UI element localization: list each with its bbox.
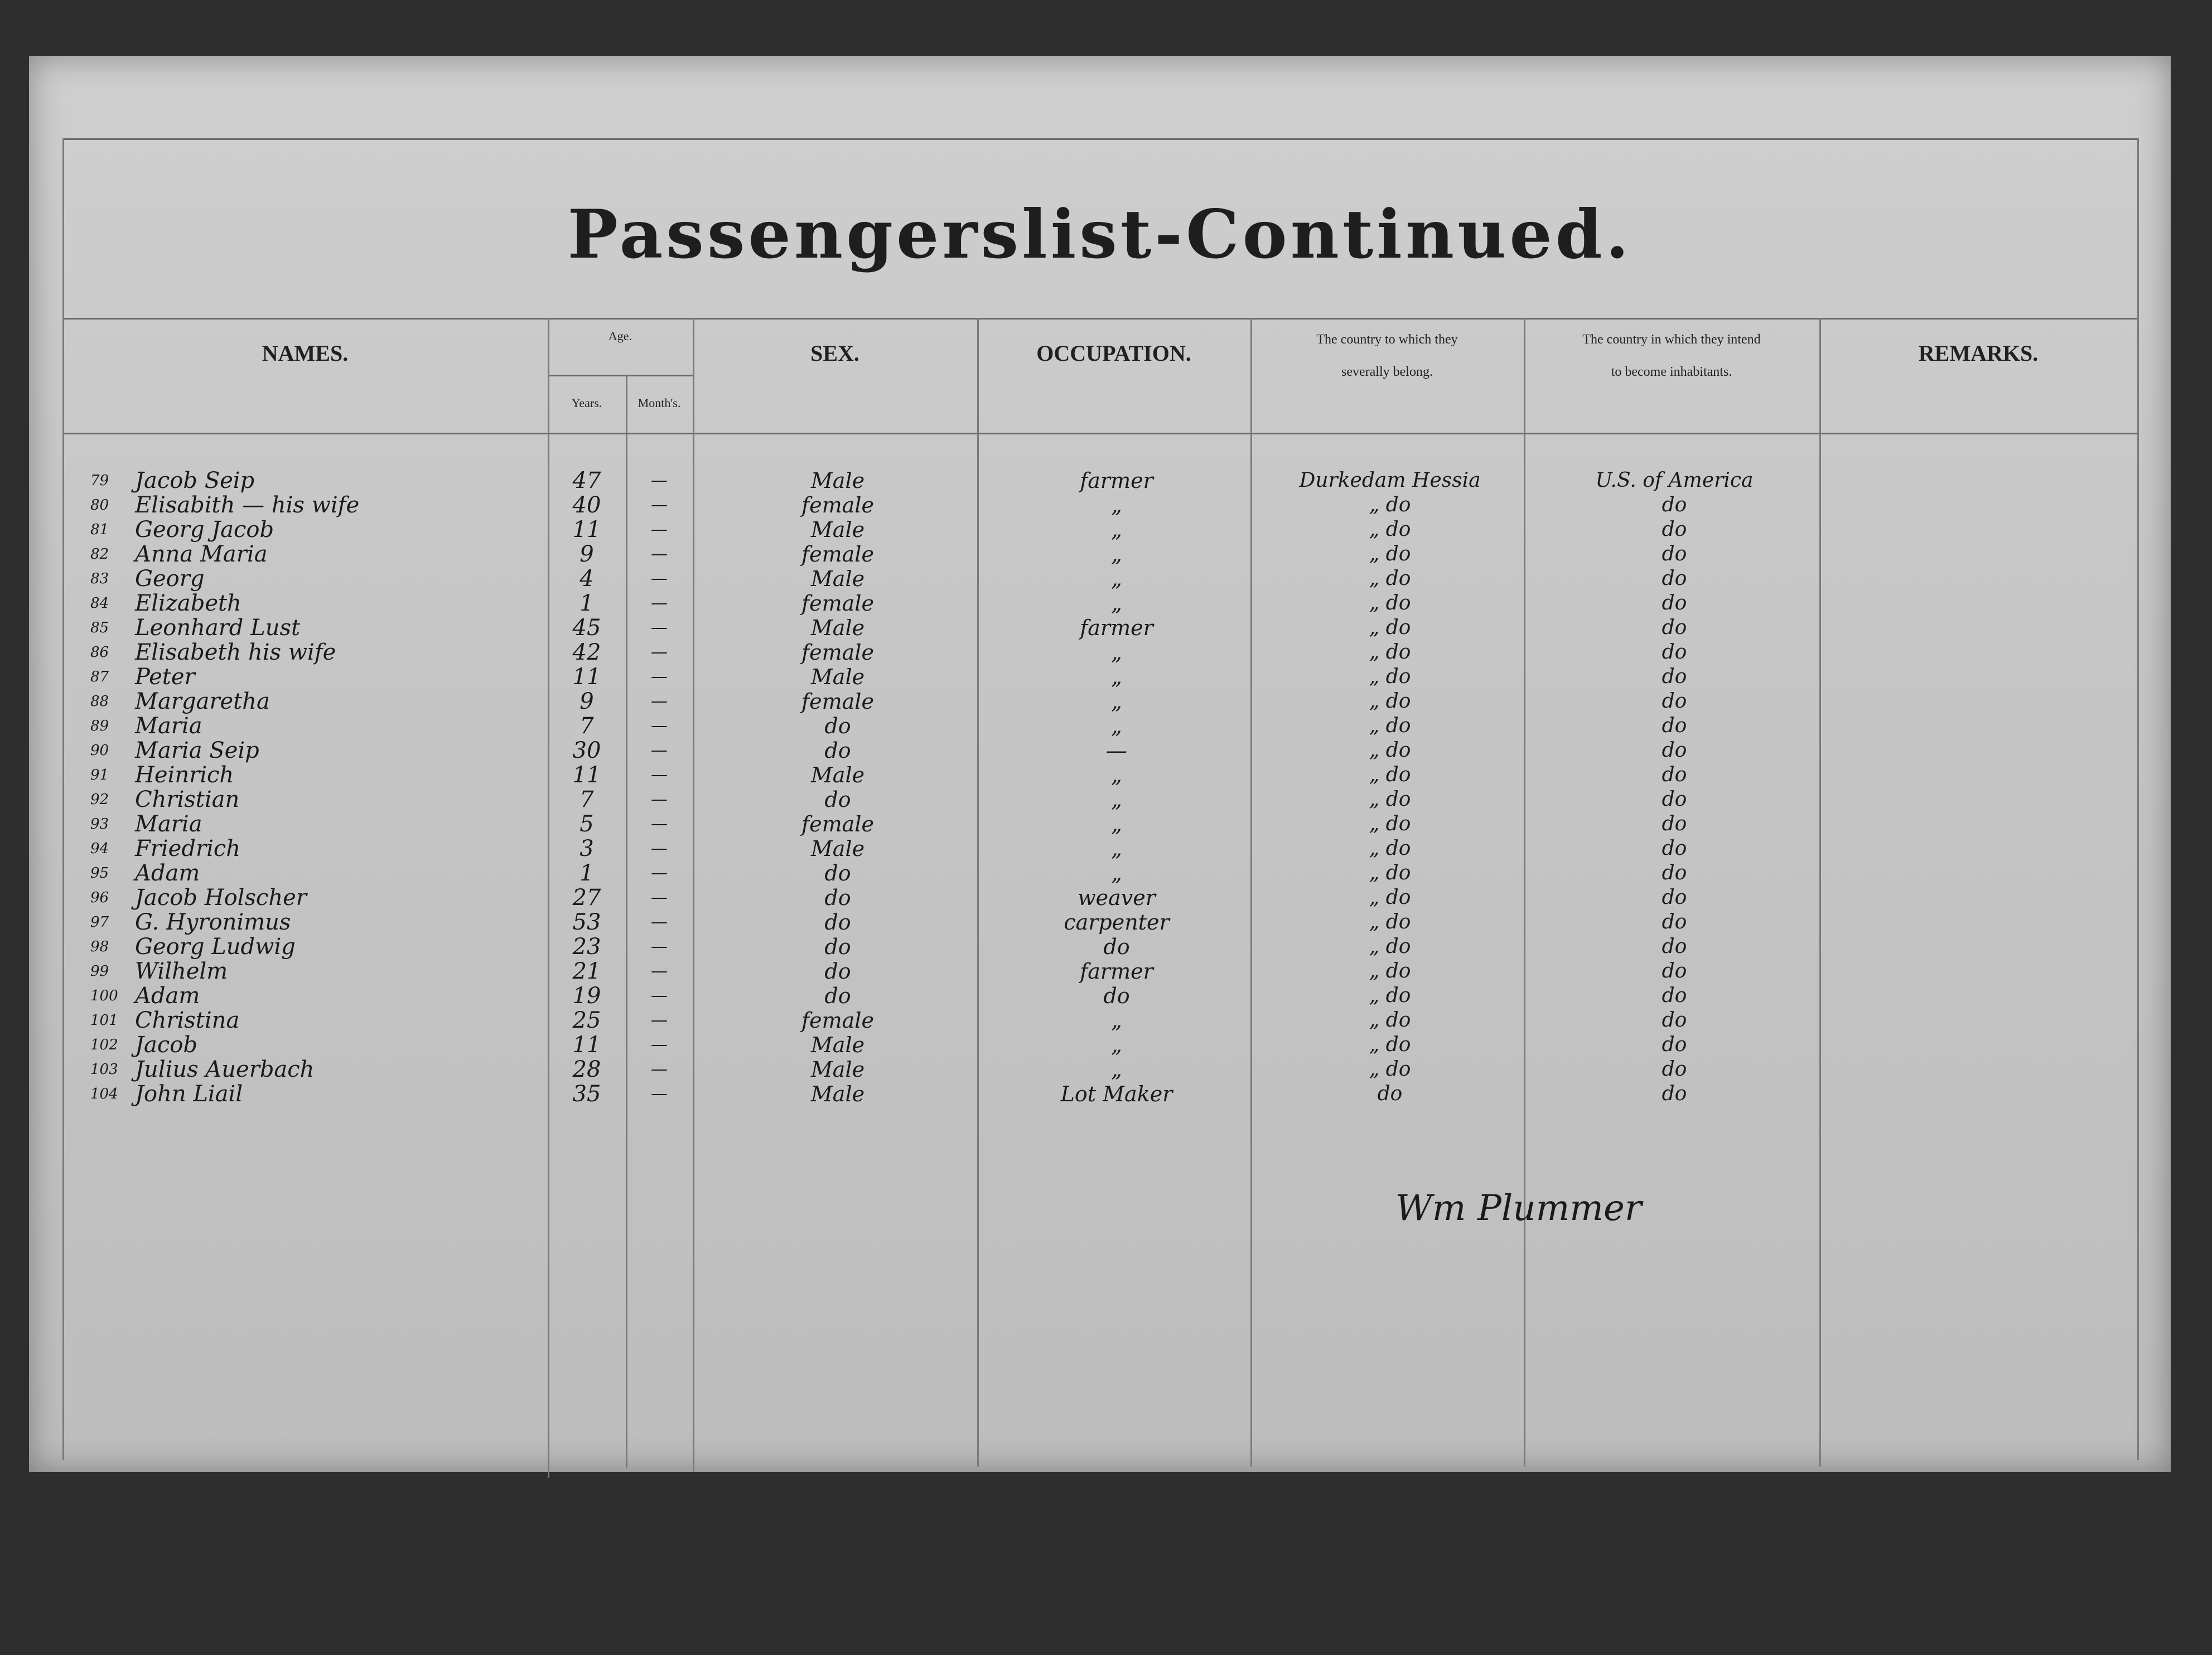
cell-country: „ do — [1369, 690, 1411, 713]
cell-num: 99 — [90, 963, 109, 980]
cell-country: „ do — [1369, 567, 1411, 590]
cell-age: 25 — [572, 1008, 601, 1033]
cell-occ: „ — [1111, 542, 1122, 567]
cell-sex: Male — [810, 1057, 865, 1082]
cell-age: 7 — [579, 787, 594, 812]
cell-intend: do — [1662, 935, 1687, 958]
cell-num: 95 — [90, 865, 109, 882]
header-country-belong-line2: severally belong. — [1341, 365, 1433, 379]
cell-age: 53 — [572, 909, 601, 935]
cell-age: 45 — [572, 615, 601, 641]
cell-country: „ do — [1369, 518, 1411, 541]
cell-age: 1 — [579, 591, 594, 616]
cell-sex: female — [801, 493, 874, 517]
cell-num: 79 — [90, 472, 109, 489]
cell-age: 30 — [572, 738, 601, 763]
cell-country: Durkedam Hessia — [1299, 469, 1481, 492]
cell-intend: do — [1662, 665, 1687, 688]
cell-intend: do — [1662, 1033, 1687, 1056]
header-names: NAMES. — [262, 341, 349, 366]
cell-occ: „ — [1111, 763, 1122, 787]
cell-intend: do — [1662, 493, 1687, 516]
cell-mon: — — [651, 814, 668, 834]
cell-country: do — [1377, 1082, 1403, 1105]
cell-age: 23 — [572, 934, 601, 960]
cell-mon: — — [651, 520, 668, 539]
document-page — [29, 56, 2171, 1472]
cell-age: 7 — [579, 713, 594, 739]
cell-sex: do — [824, 861, 851, 885]
cell-occ: „ — [1111, 1033, 1122, 1057]
cell-age: 11 — [572, 517, 601, 543]
cell-age: 11 — [572, 1032, 601, 1058]
col-divider-occupation — [1250, 318, 1252, 1467]
header-occupation: OCCUPATION. — [1036, 341, 1191, 366]
cell-name: Wilhelm — [135, 959, 228, 984]
cell-num: 100 — [90, 988, 118, 1004]
cell-intend: do — [1662, 739, 1687, 762]
header-bottom-rule — [62, 433, 2137, 434]
cell-name: Jacob Seip — [135, 468, 255, 493]
cell-sex: Male — [810, 1033, 865, 1057]
cell-age: 40 — [572, 492, 601, 518]
cell-num: 91 — [90, 767, 109, 783]
header-country-intend — [1524, 323, 1819, 388]
cell-name: Christian — [135, 787, 240, 812]
cell-sex: Male — [810, 517, 865, 542]
cell-sex: female — [801, 812, 874, 836]
cell-age: 4 — [579, 566, 594, 592]
header-age: Age. — [608, 329, 632, 343]
col-divider-sex — [977, 318, 979, 1467]
cell-intend: do — [1662, 763, 1687, 786]
cell-occ: farmer — [1080, 959, 1153, 984]
cell-name: Maria — [135, 713, 202, 739]
cell-mon: — — [651, 961, 668, 981]
cell-mon: — — [651, 741, 668, 760]
cell-occ: carpenter — [1064, 910, 1170, 935]
cell-country: „ do — [1369, 984, 1411, 1007]
cell-num: 88 — [90, 693, 109, 710]
right-border — [2137, 138, 2139, 1460]
cell-occ: weaver — [1078, 885, 1156, 910]
cell-country: „ do — [1369, 641, 1411, 664]
header-country-intend-line2: to become inhabitants. — [1611, 365, 1732, 379]
cell-num: 101 — [90, 1012, 118, 1029]
cell-mon: — — [651, 1035, 668, 1054]
cell-intend: do — [1662, 1009, 1687, 1032]
cell-name: John Liail — [135, 1081, 243, 1107]
cell-mon: — — [651, 790, 668, 809]
cell-country: „ do — [1369, 665, 1411, 688]
cell-num: 87 — [90, 669, 109, 685]
cell-age: 42 — [572, 640, 601, 665]
cell-country: „ do — [1369, 837, 1411, 860]
cell-num: 89 — [90, 718, 109, 734]
cell-mon: — — [651, 1010, 668, 1030]
cell-sex: Male — [810, 468, 865, 493]
cell-name: Adam — [135, 983, 200, 1009]
cell-name: Adam — [135, 860, 200, 886]
page-title: Passengerslist-Continued. — [567, 195, 1633, 274]
cell-sex: do — [824, 910, 851, 935]
cell-num: 86 — [90, 644, 109, 661]
cell-sex: female — [801, 689, 874, 714]
cell-name: Georg Jacob — [135, 517, 274, 543]
cell-num: 102 — [90, 1037, 118, 1053]
cell-occ: „ — [1111, 1008, 1122, 1033]
cell-num: 92 — [90, 791, 109, 808]
cell-num: 103 — [90, 1061, 118, 1078]
cell-mon: — — [651, 1059, 668, 1079]
cell-name: Heinrich — [135, 762, 234, 788]
cell-intend: do — [1662, 911, 1687, 933]
cell-sex: do — [824, 935, 851, 959]
cell-age: 11 — [572, 762, 601, 788]
cell-mon: — — [651, 1084, 668, 1104]
cell-country: „ do — [1369, 911, 1411, 933]
cell-name: Georg — [135, 566, 205, 592]
cell-mon: — — [651, 495, 668, 515]
cell-name: Julius Auerbach — [135, 1057, 315, 1082]
cell-country: „ do — [1369, 935, 1411, 958]
cell-intend: do — [1662, 837, 1687, 860]
cell-intend: do — [1662, 641, 1687, 664]
cell-num: 104 — [90, 1086, 118, 1102]
left-border — [62, 138, 64, 1460]
cell-occ: — — [1106, 738, 1127, 763]
cell-occ: „ — [1111, 567, 1122, 591]
cell-mon: — — [651, 937, 668, 956]
cell-sex: do — [824, 787, 851, 812]
cell-num: 84 — [90, 595, 109, 612]
cell-intend: do — [1662, 690, 1687, 713]
cell-sex: female — [801, 1008, 874, 1033]
cell-sex: do — [824, 959, 851, 984]
cell-occ: „ — [1111, 689, 1122, 714]
cell-mon: — — [651, 593, 668, 613]
cell-country: „ do — [1369, 960, 1411, 983]
cell-occ: „ — [1111, 1057, 1122, 1082]
cell-mon: — — [651, 691, 668, 711]
cell-occ: „ — [1111, 517, 1122, 542]
cell-name: Jacob Holscher — [135, 885, 307, 911]
cell-sex: Male — [810, 665, 865, 689]
cell-occ: farmer — [1080, 616, 1153, 640]
header-months: Month's. — [637, 396, 681, 410]
cell-sex: Male — [810, 567, 865, 591]
cell-num: 90 — [90, 742, 109, 759]
col-divider-intend — [1819, 318, 1821, 1467]
cell-name: Anna Maria — [135, 541, 268, 567]
cell-num: 80 — [90, 497, 109, 514]
header-years: Years. — [571, 396, 602, 410]
cell-mon: — — [651, 839, 668, 858]
cell-num: 97 — [90, 914, 109, 931]
cell-age: 47 — [572, 468, 601, 493]
cell-num: 98 — [90, 938, 109, 955]
cell-mon: — — [651, 912, 668, 932]
cell-mon: — — [651, 765, 668, 785]
cell-occ: „ — [1111, 665, 1122, 689]
cell-age: 1 — [579, 860, 594, 886]
cell-mon: — — [651, 863, 668, 883]
top-rule — [62, 138, 2137, 140]
cell-intend: do — [1662, 616, 1687, 639]
cell-sex: Male — [810, 763, 865, 787]
cell-sex: Male — [810, 1082, 865, 1106]
cell-sex: do — [824, 738, 851, 763]
cell-mon: — — [651, 667, 668, 686]
cell-sex: female — [801, 591, 874, 616]
cell-country: „ do — [1369, 714, 1411, 737]
cell-age: 9 — [579, 689, 594, 714]
cell-num: 96 — [90, 889, 109, 906]
cell-occ: „ — [1111, 591, 1122, 616]
cell-mon: — — [651, 716, 668, 735]
cell-sex: Male — [810, 616, 865, 640]
cell-age: 9 — [579, 541, 594, 567]
cell-intend: do — [1662, 886, 1687, 909]
cell-mon: — — [651, 618, 668, 637]
cell-age: 3 — [579, 836, 594, 862]
cell-sex: do — [824, 714, 851, 738]
cell-name: Maria Seip — [135, 738, 259, 763]
header-sex: SEX. — [810, 341, 859, 366]
cell-age: 35 — [572, 1081, 601, 1107]
cell-num: 94 — [90, 840, 109, 857]
cell-name: G. Hyronimus — [135, 909, 291, 935]
cell-age: 19 — [572, 983, 601, 1009]
cell-occ: „ — [1111, 812, 1122, 836]
cell-country: „ do — [1369, 1033, 1411, 1056]
cell-name: Jacob — [135, 1032, 197, 1058]
cell-name: Elisabeth his wife — [135, 640, 336, 665]
cell-intend: do — [1662, 1058, 1687, 1081]
cell-intend: do — [1662, 1082, 1687, 1105]
cell-occ: farmer — [1080, 468, 1153, 493]
cell-name: Georg Ludwig — [135, 934, 296, 960]
cell-occ: „ — [1111, 836, 1122, 861]
cell-intend: U.S. of America — [1595, 469, 1754, 492]
cell-num: 85 — [90, 620, 109, 636]
cell-occ: „ — [1111, 493, 1122, 517]
header-country-intend-line1: The country in which they intend — [1582, 332, 1761, 347]
cell-intend: do — [1662, 567, 1687, 590]
cell-occ: „ — [1111, 787, 1122, 812]
cell-age: 11 — [572, 664, 601, 690]
cell-sex: female — [801, 542, 874, 567]
cell-age: 5 — [579, 811, 594, 837]
cell-num: 83 — [90, 570, 109, 587]
cell-name: Friedrich — [135, 836, 241, 862]
cell-country: „ do — [1369, 763, 1411, 786]
cell-country: „ do — [1369, 739, 1411, 762]
cell-num: 82 — [90, 546, 109, 563]
cell-intend: do — [1662, 812, 1687, 835]
cell-country: „ do — [1369, 812, 1411, 835]
cell-age: 21 — [572, 959, 601, 984]
cell-mon: — — [651, 471, 668, 490]
cell-country: „ do — [1369, 862, 1411, 884]
cell-name: Peter — [135, 664, 195, 690]
cell-country: „ do — [1369, 592, 1411, 614]
cell-country: „ do — [1369, 616, 1411, 639]
cell-occ: do — [1103, 984, 1130, 1008]
cell-sex: do — [824, 984, 851, 1008]
cell-sex: Male — [810, 836, 865, 861]
col-divider-names — [548, 318, 549, 1478]
cell-age: 27 — [572, 885, 601, 911]
cell-country: „ do — [1369, 1058, 1411, 1081]
cell-intend: do — [1662, 714, 1687, 737]
cell-name: Maria — [135, 811, 202, 837]
cell-age: 28 — [572, 1057, 601, 1082]
cell-sex: female — [801, 640, 874, 665]
age-sub-rule — [548, 375, 693, 376]
cell-country: „ do — [1369, 788, 1411, 811]
header-remarks: REMARKS. — [1918, 341, 2039, 366]
cell-intend: do — [1662, 592, 1687, 614]
cell-name: Elizabeth — [135, 591, 242, 616]
cell-name: Leonhard Lust — [135, 615, 301, 641]
cell-mon: — — [651, 569, 668, 588]
cell-occ: „ — [1111, 640, 1122, 665]
header-country-belong — [1250, 323, 1524, 388]
cell-occ: „ — [1111, 861, 1122, 885]
cell-mon: — — [651, 642, 668, 662]
cell-intend: do — [1662, 518, 1687, 541]
cell-occ: Lot Maker — [1060, 1082, 1173, 1106]
col-divider-country — [1524, 318, 1525, 1467]
cell-mon: — — [651, 888, 668, 907]
cell-intend: do — [1662, 543, 1687, 565]
cell-occ: „ — [1111, 714, 1122, 738]
cell-mon: — — [651, 544, 668, 564]
cell-sex: do — [824, 885, 851, 910]
cell-num: 93 — [90, 816, 109, 833]
cell-occ: do — [1103, 935, 1130, 959]
header-top-rule — [62, 318, 2137, 320]
signature: Wm Plummer — [1395, 1188, 1642, 1229]
cell-mon: — — [651, 986, 668, 1005]
cell-name: Elisabith — his wife — [135, 492, 360, 518]
col-divider-months — [693, 318, 694, 1472]
cell-country: „ do — [1369, 886, 1411, 909]
cell-country: „ do — [1369, 543, 1411, 565]
cell-intend: do — [1662, 960, 1687, 983]
header-country-belong-line1: The country to which they — [1316, 332, 1458, 347]
cell-intend: do — [1662, 788, 1687, 811]
cell-name: Margaretha — [135, 689, 270, 714]
cell-num: 81 — [90, 521, 109, 538]
cell-country: „ do — [1369, 493, 1411, 516]
cell-name: Christina — [135, 1008, 240, 1033]
cell-intend: do — [1662, 862, 1687, 884]
cell-country: „ do — [1369, 1009, 1411, 1032]
cell-intend: do — [1662, 984, 1687, 1007]
